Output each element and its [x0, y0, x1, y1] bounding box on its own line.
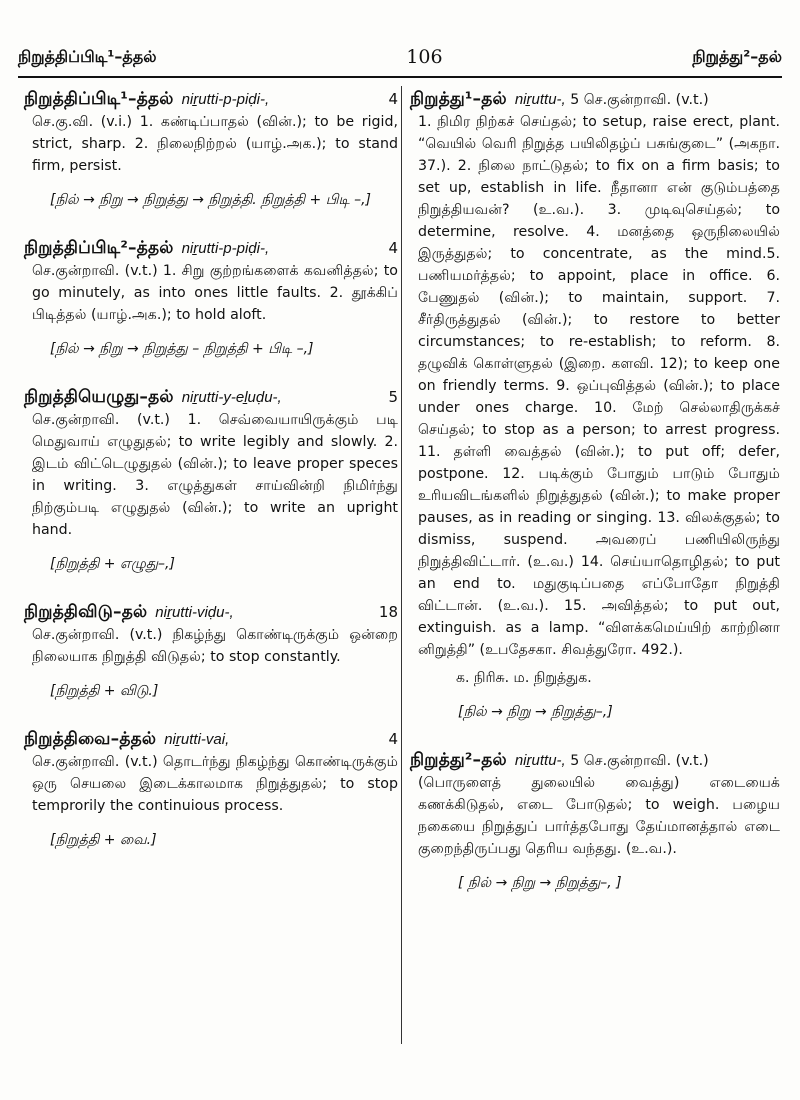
entry-transliteration: niṟuttu-,: [514, 91, 566, 108]
right-running-head: நிறுத்து²–தல்: [692, 46, 782, 66]
entry-body: 1. நிமிர நிற்கச் செய்தல்; to setup, raise erect, plant. “வெயில் வெரி நிறுத்த பயிலிதழ்ப் பசுங்குடை” (அகநா. 37.). 2. நிலை நாட்டுதல்; to fix on a firm basis; to set up, establish in life. நீதானா என் குடும்பத்தை நிறுத்தியவன்? (உ.வ.). 3. முடிவுசெய்தல்; to determine, resolve. 4. மனத்தை ஒருநிலையில் இருத்துதல்; to concentrate, as the mind.5. பணியமர்த்தல்; to appoint, place in office. 6. பேணுதல் (வின்.); to maintain, support. 7. சீர்திருத்துதல் (வின்.); to restore to better circumstances; to re-establish; to reform. 8. தழுவிக் கொள்ளுதல் (இறை. களவி. 12); to keep one on friendly terms. 9. ஒப்புவித்தல் (வின்.); to place under ones charge. 10. மேற் செல்லாதிருக்கச் செய்தல்; to stop as a person; to arrest progress. 11. தள்ளி வைத்தல் (வின்.); to put off; defer, postpone. 12. படிக்கும் போதும் பாடும் போதும் உரியவிடங்களில் நிறுத்துதல் (வின்.); to make proper pauses, as in reading or singing. 13. விலக்குதல்; to dismiss, suspend. அவரைப் பணியிலிருந்து நிறுத்திவிட்டார். (உ.வ.) 14. செய்யாதொழிதல்; to put an end to. மதுகுடிப்பதை எப்போதோ நிறுத்தி விட்டான். (உ.வ.). 15. அவித்தல்; to put out, extinguish. as a lamp. “விளக்கமெய்யிற் காற்றினா னிறுத்தி” (உபதேசகா. சிவத்துரோ. 492.).: [418, 114, 780, 658]
entry-class-number: 4: [388, 239, 398, 257]
entry-transliteration: niṟutti-vai,: [164, 731, 230, 748]
entry-etymology: [நில் → நிறு → நிறுத்து → நிறுத்தி. நிறுத்தி + பிடி –,]: [50, 192, 372, 208]
entry-body: செ.குன்றாவி. (v.t.) நிகழ்ந்து கொண்டிருக்கும் ஒன்றை நிலையாக நிறுத்தி விடுதல்; to stop constantly.: [32, 627, 398, 665]
entry-etymology: [நில் → நிறு → நிறுத்து – நிறுத்தி + பிடி –,]: [50, 341, 314, 357]
left-running-head: நிறுத்திப்பிடி¹–த்தல்: [18, 46, 157, 66]
dictionary-entry: [410, 749, 780, 894]
dictionary-entry: [410, 88, 780, 723]
entry-etymology: [நிறுத்தி + விடு.]: [50, 683, 159, 699]
entry-body: (பொருளைத் துலையில் வைத்து) எடையைக் கணக்கிடுதல், எடை போடுதல்; to weigh. பழைய நகையை நிறுத்துப் பார்த்தபோது தேய்மானத்தால் எடை குறைந்திருப்பது தெரிய வந்தது. (உ.வ.).: [418, 775, 780, 857]
entry-class-number: 5: [388, 388, 398, 406]
page-number: 106: [406, 46, 443, 68]
entry-transliteration: niṟutti-p-piḍi-,: [181, 240, 270, 257]
entry-headword: நிறுத்திவிடு–தல்: [24, 602, 148, 622]
entry-headword: நிறுத்து²–தல்: [410, 750, 507, 770]
entry-class-number: 5 செ.குன்றாவி. (v.t.): [570, 753, 709, 769]
entry-body: செ.குன்றாவி. (v.t.) தொடர்ந்து நிகழ்ந்து கொண்டிருக்கும் ஒரு செயலை இடைக்காலமாக நிறுத்துதல்; to stop temprorily the continuious process.: [32, 754, 398, 814]
entry-cognates: க. நிரிசு. ம. நிறுத்துக.: [456, 670, 592, 686]
header-rule: [18, 76, 782, 78]
right-column: [410, 88, 780, 1080]
dictionary-entry: [24, 237, 398, 360]
dictionary-entry: [24, 88, 398, 211]
entry-etymology: [நிறுத்தி + வை.]: [50, 832, 157, 848]
entry-class-number: 18: [378, 603, 398, 621]
entry-etymology: [நில் → நிறு → நிறுத்து–,]: [458, 704, 613, 720]
entry-class-number: 4: [388, 90, 398, 108]
entry-headword: நிறுத்தியெழுது–தல்: [24, 387, 174, 407]
page-header: [18, 42, 782, 72]
entry-headword: நிறுத்து¹–தல்: [410, 89, 507, 109]
dictionary-entry: [24, 386, 398, 575]
column-divider: [401, 86, 402, 1044]
left-column: [24, 88, 398, 1080]
entry-transliteration: niṟutti-viḍu-,: [155, 604, 234, 621]
dictionary-entry: [24, 601, 398, 702]
entry-headword: நிறுத்திப்பிடி¹–த்தல்: [24, 89, 174, 109]
entry-body: செ.கு.வி. (v.i.) 1. கண்டிப்பாதல் (வின்.); to be rigid, strict, sharp. 2. நிலைநிற்றல் (யாழ்.அக.); to stand firm, persist.: [32, 114, 398, 174]
entry-transliteration: niṟuttu-,: [514, 752, 566, 769]
entry-class-number: 4: [388, 730, 398, 748]
entry-etymology: [நிறுத்தி + எழுது–,]: [50, 556, 175, 572]
dictionary-entry: [24, 728, 398, 851]
entry-transliteration: niṟutti-y-eḻuḍu-,: [181, 389, 282, 406]
entry-body: செ.குன்றாவி. (v.t.) 1. செவ்வையாயிருக்கும் படி மெதுவாய் எழுதுதல்; to write legibly and slowly. 2. இடம் விட்டெழுதுதல் (வின்.); to leave proper speces in writing. 3. எழுத்துகள் சாய்வின்றி நிமிர்ந்து நிற்கும்படி எழுதுதல் (வின்.); to write an upright hand.: [32, 412, 398, 538]
entry-class-number: 5 செ.குன்றாவி. (v.t.): [570, 92, 709, 108]
entry-headword: நிறுத்திவை–த்தல்: [24, 729, 157, 749]
entry-transliteration: niṟutti-p-piḍi-,: [181, 91, 270, 108]
entry-etymology: [ நில் → நிறு → நிறுத்து–, ]: [458, 875, 622, 891]
entry-body: செ.குன்றாவி. (v.t.) 1. சிறு குற்றங்களைக் கவனித்தல்; to go minutely, as into ones little faults. 2. தூக்கிப் பிடித்தல் (யாழ்.அக.); to hold aloft.: [32, 263, 398, 323]
entry-headword: நிறுத்திப்பிடி²–த்தல்: [24, 238, 174, 258]
